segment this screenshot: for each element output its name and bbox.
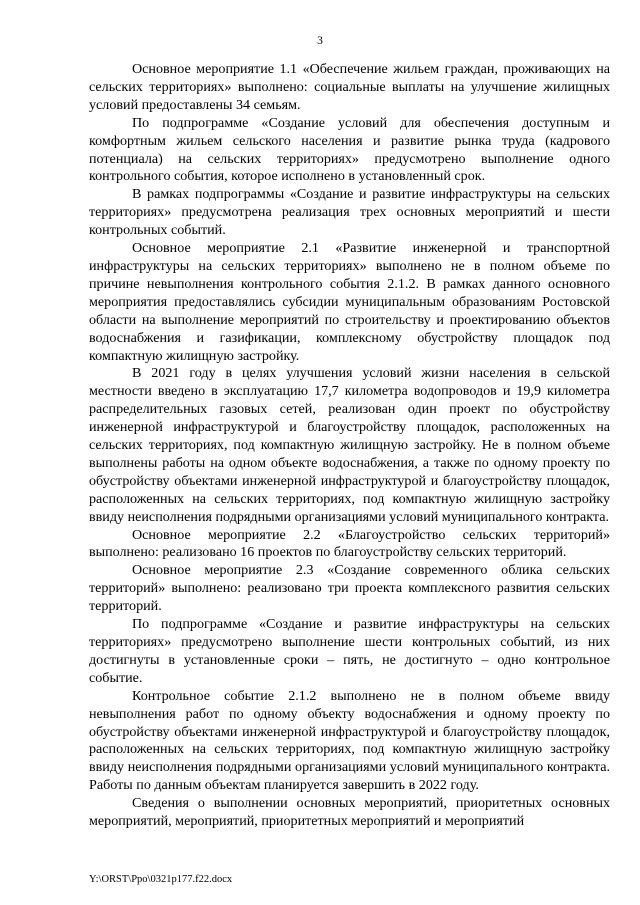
paragraph-7: Основное мероприятие 2.3 «Создание современного облика сельских территорий» выполнено: реализовано три проекта комплексного развития сельских территорий. (89, 562, 610, 615)
paragraph-1: Основное мероприятие 1.1 «Обеспечение жильем граждан, проживающих на сельских территориях» выполнено: социальные выплаты на улучшение жилищных условий предоставлены 34 семьям. (89, 61, 610, 113)
paragraph-10: Сведения о выполнении основных мероприятий, приоритетных основных мероприятий, мероприятий, приоритетных мероприятий и мероприятий (89, 795, 610, 830)
document-body (89, 61, 610, 831)
file-path-footer: Y:\ORST\Ppo\0321p177.f22.docx (89, 874, 233, 885)
paragraph-6: Основное мероприятие 2.2 «Благоустройство сельских территорий» выполнено: реализовано 16 проектов по благоустройству сельских территорий. (89, 526, 610, 561)
paragraph-8: По подпрограмме «Создание и развитие инфраструктуры на сельских территориях» предусмотрено выполнение шести контрольных событий, из них достигнуты в установленные сроки – пять, не достигнуто – одно контрольное событие. (89, 616, 610, 686)
paragraph-2: По подпрограмме «Создание условий для обеспечения доступным и комфортным жильем сельского населения и развитие рынка труда (кадрового потенциала) на сельских территориях» предусмотрено выполнение одного контрольного события, которое исполнено в установленный срок. (89, 114, 610, 185)
paragraph-4: Основное мероприятие 2.1 «Развитие инженерной и транспортной инфраструктуры на сельских территориях» выполнено не в полном объеме по причине невыполнения контрольного события 2.1.2. В рамках данного основного мероприятия предоставлялись субсидии муниципальным образованиям Ростовской области на выполнение мероприятий по строительству и проектированию объектов водоснабжения и газификации, комплексному обустройству площадок под компактную жилищную застройку. (89, 240, 610, 364)
paragraph-5: В 2021 году в целях улучшения условий жизни населения в сельской местности введено в эксплуатацию 17,7 километра водопроводов и 19,9 километра распределительных газовых сетей, реализован один проект по обустройству инженерной инфраструктурой и благоустройству площадок, расположенных на сельских территориях, под компактную жилищную застройку. Не в полном объеме выполнены работы на одном объекте водоснабжения, а также по одному проекту по обустройству объектами инженерной инфраструктурой и благоустройству площадок, расположенных на сельских территориях, под компактную жилищную застройку ввиду неисполнения подрядными организациями условий муниципального контракта. (89, 365, 610, 525)
paragraph-3: В рамках подпрограммы «Создание и развитие инфраструктуры на сельских территориях» предусмотрена реализация трех основных мероприятий и шести контрольных событий. (89, 186, 610, 239)
page-number: 3 (317, 35, 323, 47)
paragraph-9: Контрольное событие 2.1.2 выполнено не в полном объеме ввиду невыполнения работ по одному объекту водоснабжения и одному проекту по обустройству объектами инженерной инфраструктурой и благоустройству площадок, расположенных на сельских территориях, под компактную жилищную застройку ввиду неисполнения подрядными организациями условий муниципального контракта. Работы по данным объектам планируется завершить в 2022 году. (89, 687, 610, 794)
